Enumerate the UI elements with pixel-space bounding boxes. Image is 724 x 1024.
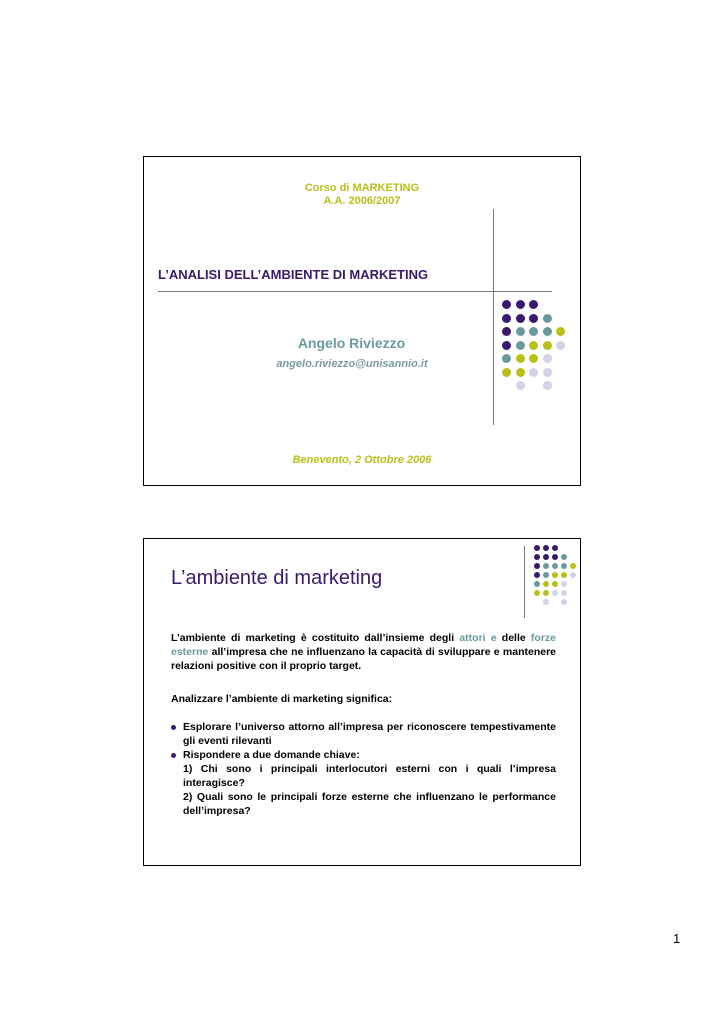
question-item: 1) Chi sono i principali interlocutori esterni con i quali l’impresa interagisce? (183, 763, 556, 789)
decorative-dot (534, 563, 540, 569)
decorative-dot (529, 341, 538, 350)
decorative-dot (552, 554, 558, 560)
decorative-dot (516, 354, 525, 363)
decorative-dot (543, 563, 549, 569)
presentation-title: L’ANALISI DELL’AMBIENTE DI MARKETING (158, 267, 429, 282)
vertical-divider (493, 209, 494, 425)
actors-term: attori e (459, 632, 497, 644)
decorative-dot (534, 545, 540, 551)
question-item: 2) Quali sono le principali forze esterne che influenzano le performance dell’impresa? (183, 791, 556, 817)
decorative-dot (502, 327, 511, 336)
decorative-dot (543, 354, 552, 363)
decorative-dot (534, 572, 540, 578)
decorative-dot (561, 599, 567, 605)
author-email: angelo.riviezzo@unisannio.it (276, 358, 428, 370)
slide-title: L’ambiente di marketing (171, 567, 383, 589)
definition-paragraph: L’ambiente di marketing è costituito dall’insieme degli attori e delle forze esterne all’impresa che ne influenzano la capacità di sviluppare e mantenere relazioni positive con il proprio target. (171, 632, 556, 672)
decorative-dot (502, 354, 511, 363)
bullet-icon (171, 753, 176, 758)
list-item: Rispondere a due domande chiave: (171, 748, 556, 762)
analysis-intro: Analizzare l’ambiente di marketing significa: (171, 693, 393, 705)
external-forces-term: forze esterne (171, 632, 556, 658)
decorative-dot (529, 354, 538, 363)
decorative-dot (543, 581, 549, 587)
decorative-dot (534, 581, 540, 587)
decorative-dot (516, 341, 525, 350)
decorative-dot (529, 314, 538, 323)
decorative-dot (502, 341, 511, 350)
decorative-dot (543, 341, 552, 350)
decorative-dot (516, 381, 525, 390)
decorative-dot (570, 563, 576, 569)
decorative-dot (552, 563, 558, 569)
title-slide (143, 156, 581, 486)
decorative-dot (556, 327, 565, 336)
decorative-dot (552, 590, 558, 596)
decorative-dot (516, 327, 525, 336)
decorative-dot (543, 572, 549, 578)
decorative-dot (543, 368, 552, 377)
venue-date: Benevento, 2 Ottobre 2006 (292, 454, 432, 466)
decorative-dot (543, 327, 552, 336)
list-item: Esplorare l’universo attorno all’impresa per riconoscere tempestivamente gli eventi rilevanti (171, 720, 556, 748)
decorative-dot (543, 381, 552, 390)
page-number: 1 (673, 931, 681, 946)
decorative-dot (570, 572, 576, 578)
decorative-dot (502, 314, 511, 323)
bullet-list (171, 720, 556, 818)
decorative-dot (516, 314, 525, 323)
content-slide (143, 538, 581, 866)
course-name: Corso di MARKETING (304, 182, 420, 194)
decorative-dot (516, 368, 525, 377)
decorative-dot (516, 300, 525, 309)
decorative-dot (529, 368, 538, 377)
decorative-dot (543, 314, 552, 323)
decorative-dot (556, 341, 565, 350)
decorative-dot (543, 599, 549, 605)
decorative-dot (543, 545, 549, 551)
academic-year: A.A. 2006/2007 (323, 195, 401, 207)
decorative-dot (529, 300, 538, 309)
bullet-icon (171, 725, 176, 730)
decorative-dot (561, 563, 567, 569)
decorative-dot (502, 300, 511, 309)
decorative-dot (561, 581, 567, 587)
decorative-dot (543, 554, 549, 560)
decorative-dot (543, 590, 549, 596)
decorative-dot (552, 545, 558, 551)
decorative-dot (534, 554, 540, 560)
decorative-dot (502, 368, 511, 377)
author-name: Angelo Riviezzo (297, 335, 406, 351)
decorative-dot (552, 572, 558, 578)
decorative-dot (561, 572, 567, 578)
decorative-dot (534, 590, 540, 596)
decorative-dot (529, 327, 538, 336)
decorative-dot (561, 590, 567, 596)
decorative-dot (552, 581, 558, 587)
vertical-divider (524, 546, 525, 618)
decorative-dot (561, 554, 567, 560)
